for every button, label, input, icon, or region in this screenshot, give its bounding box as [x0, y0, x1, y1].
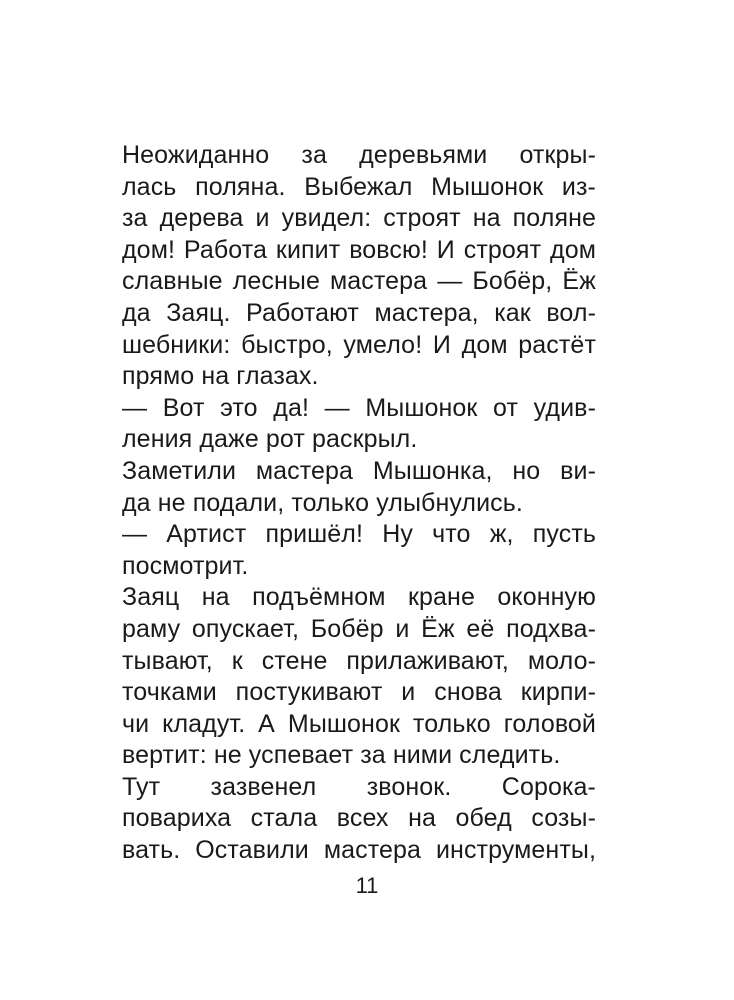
text-line: — Вот это да! — Мышонок от удив-	[122, 393, 596, 422]
text-line: точками постукивают и снова кирпи-	[122, 678, 596, 707]
text-line: лась поляна. Выбежал Мышонок из-	[122, 172, 596, 201]
text-line: Заметили мастера Мышонка, но ви-	[122, 456, 596, 485]
text-line: да не подали, только улыбнулись.	[122, 488, 523, 517]
text-line: — Артист пришёл! Ну что ж, пусть	[122, 520, 596, 549]
text-line: тывают, к стене прилаживают, моло-	[122, 646, 596, 675]
text-line: вать. Оставили мастера инструменты,	[122, 836, 596, 865]
text-line: за дерева и увидел: строят на поляне	[122, 204, 596, 233]
text-line: Тут зазвенел звонок. Сорока-	[122, 772, 596, 801]
text-line: посмотрит.	[122, 551, 249, 580]
text-line: да Заяц. Работают мастера, как вол-	[122, 298, 596, 327]
text-line: Неожиданно за деревьями откры-	[122, 141, 596, 169]
text-line: шебники: быстро, умело! И дом растёт	[122, 330, 596, 359]
text-line: славные лесные мастера — Бобёр, Ёж	[122, 267, 596, 296]
text-line: Заяц на подъёмном кране оконную	[122, 583, 596, 612]
text-line: чи кладут. А Мышонок только головой	[122, 709, 596, 738]
text-line: дом! Работа кипит вовсю! И строят дом	[122, 235, 596, 264]
page-number: 11	[355, 873, 379, 898]
text-line: вертит: не успевает за ними следить.	[122, 741, 561, 770]
text-line: раму опускает, Бобёр и Ёж её подхва-	[122, 614, 596, 643]
text-line: прямо на глазах.	[122, 362, 319, 391]
body-text	[122, 140, 596, 867]
text-line: повариха стала всех на обед созы-	[122, 804, 596, 833]
text-line: ления даже рот раскрыл.	[122, 425, 418, 454]
